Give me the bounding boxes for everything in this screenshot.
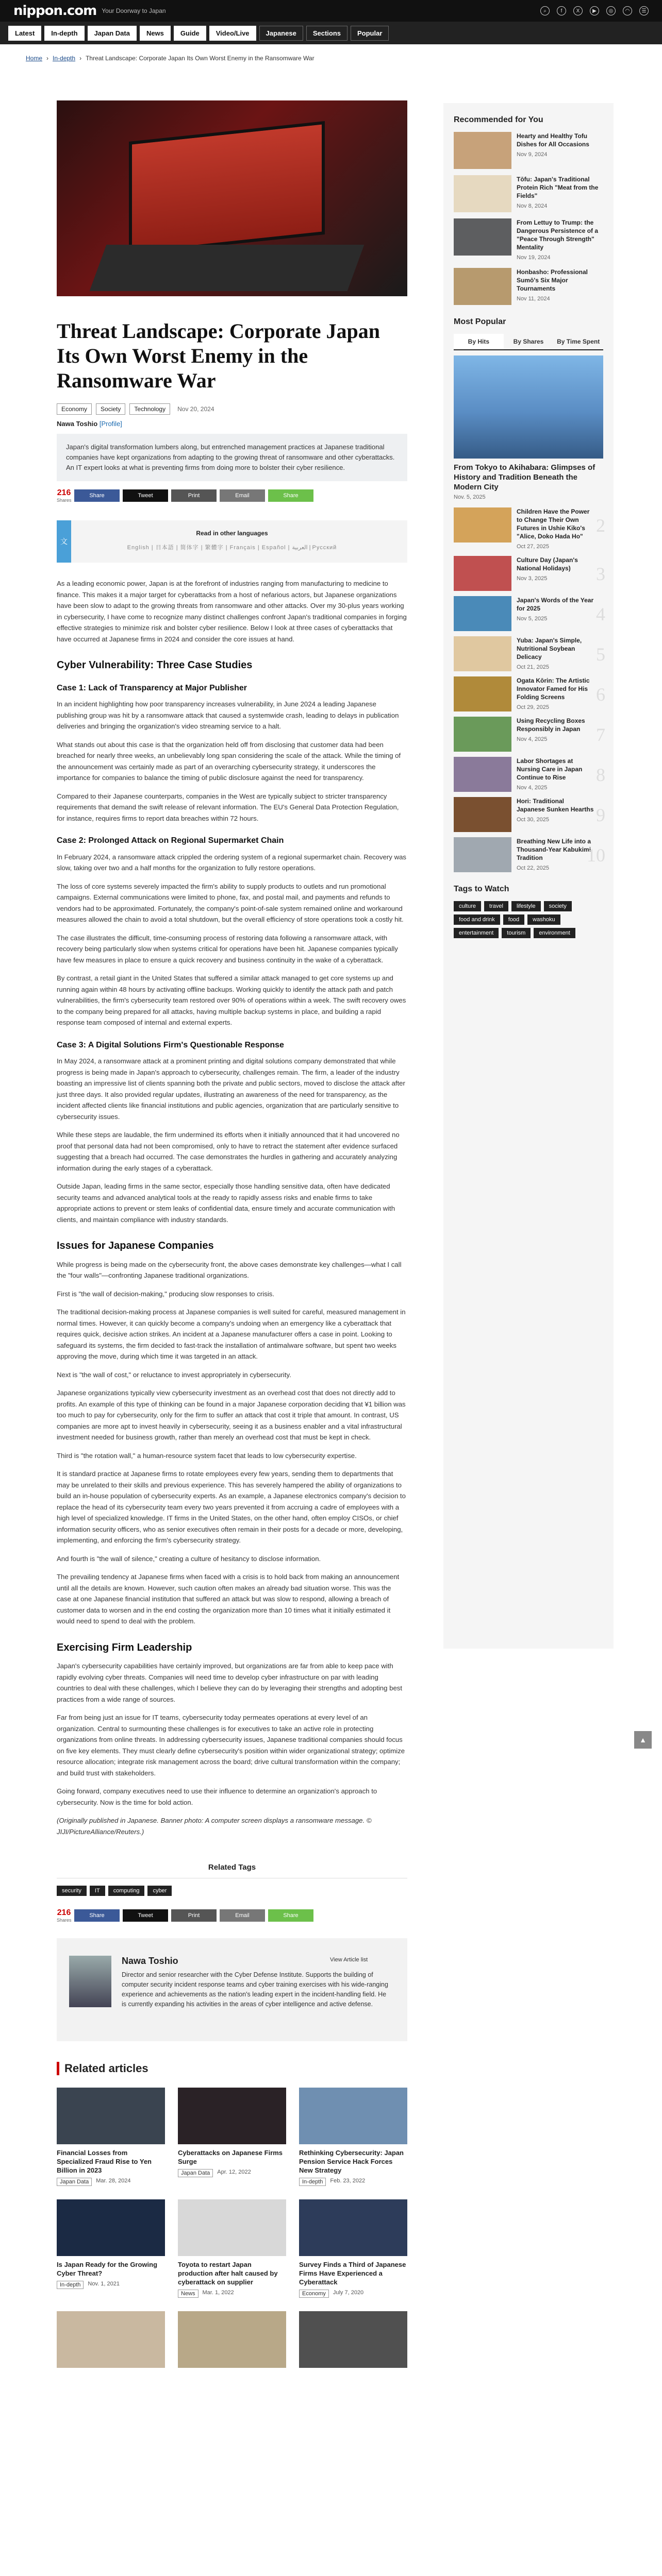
watch-tag[interactable]: culture bbox=[454, 901, 481, 911]
paragraph: Compared to their Japanese counterparts, companies in the West are typically subject to stricter transparency requirements that demand the swift release of relevant information. The EU's General Data Protection Regulation, for instance, requires firms to report data breaches within 72 hours. bbox=[57, 792, 399, 822]
hero-keyboard-shape bbox=[90, 245, 365, 291]
nav-in-depth[interactable]: In-depth bbox=[44, 26, 84, 41]
main-nav bbox=[0, 22, 662, 44]
paragraph: Next is "the wall of cost," or reluctance to invest appropriately in cybersecurity. bbox=[57, 1370, 291, 1379]
related-article-title[interactable]: Toyota to restart Japan production after halt caused by cyberattack on supplier bbox=[178, 2261, 278, 2286]
site-tagline: Your Doorway to Japan bbox=[102, 7, 166, 14]
paragraph: Third is "the rotation wall," a human-resource system facet that leads to low cybersecurity expertise. bbox=[57, 1451, 357, 1460]
popular-rank: 8 bbox=[596, 765, 605, 785]
paragraph: In an incident highlighting how poor transparency increases vulnerability, in June 2024 a leading Japanese publishing group was hit by a ransomware attack that caused a systemwide crash, leading to delays in publication deliveries and bringing the organization's video streaming service to a halt. bbox=[57, 700, 399, 730]
tweet-button[interactable]: Tweet bbox=[123, 489, 168, 502]
popular-top-image[interactable] bbox=[454, 355, 603, 459]
popular-thumbnail[interactable] bbox=[454, 717, 511, 752]
recommended-date: Nov 9, 2024 bbox=[517, 151, 548, 158]
related-article-date: Mar. 1, 2022 bbox=[202, 2290, 234, 2296]
popular-item[interactable] bbox=[443, 797, 614, 832]
related-tags-list bbox=[57, 1886, 407, 1896]
line-share-button[interactable]: Share bbox=[268, 1909, 313, 1922]
paragraph: While progress is being made on the cybersecurity front, the above cases demonstrate key challenges—what I call the "four walls"—confronting Japanese traditional organizations. bbox=[57, 1260, 402, 1279]
youtube-icon[interactable]: ▶ bbox=[590, 6, 599, 15]
related-article-category[interactable]: Japan Data bbox=[178, 2169, 213, 2177]
recommended-thumbnail[interactable] bbox=[454, 175, 511, 212]
related-article-image[interactable] bbox=[178, 2311, 286, 2368]
popular-rank: 2 bbox=[596, 515, 605, 536]
popular-title[interactable]: Labor Shortages at Nursing Care in Japan Continue to Rise Nov 4, 2025 bbox=[517, 757, 594, 792]
author-name[interactable]: Nawa Toshio bbox=[57, 420, 98, 428]
popular-title[interactable]: Using Recycling Boxes Responsibly in Japan Nov 4, 2025 bbox=[517, 717, 594, 752]
recommended-item[interactable] bbox=[443, 218, 614, 262]
author-box bbox=[57, 1938, 407, 2041]
popular-thumbnail[interactable] bbox=[454, 507, 511, 543]
popular-title[interactable]: Yuba: Japan's Simple, Nutritional Soybean Delicacy Oct 21, 2025 bbox=[517, 636, 594, 671]
share-bar bbox=[57, 488, 407, 503]
popular-item[interactable] bbox=[443, 507, 614, 551]
popular-thumbnail[interactable] bbox=[454, 757, 511, 792]
recommended-date: Nov 11, 2024 bbox=[517, 296, 550, 302]
paragraph: While these steps are laudable, the firm undermined its efforts when it initially announced that it had uncovered no proof that personal data had not been compromised, only to have to retract the statement after evidence surfaced suggesting that a breach had occurred. The case demonstrates the hurdles in gathering and accurately analyzing information during the early stages of a cyberattack. bbox=[57, 1131, 400, 1172]
related-tags bbox=[57, 1863, 407, 1896]
related-article-title[interactable]: Rethinking Cybersecurity: Japan Pension Service Hack Forces New Strategy bbox=[299, 2149, 404, 2174]
tag-economy[interactable]: Economy bbox=[57, 403, 92, 415]
nav-popular[interactable]: Popular bbox=[351, 26, 389, 41]
tweet-button[interactable]: Tweet bbox=[123, 1909, 168, 1922]
related-article-meta bbox=[299, 2178, 407, 2186]
related-tag[interactable]: cyber bbox=[147, 1886, 172, 1896]
share-bar-bottom bbox=[57, 1908, 407, 1923]
related-tag[interactable]: IT bbox=[90, 1886, 105, 1896]
paragraph: Going forward, company executives need to use their influence to determine an organization's approach to cybersecurity. Now is the time for bold action. bbox=[57, 1787, 377, 1806]
related-article-title[interactable]: Is Japan Ready for the Growing Cyber Threat? bbox=[57, 2261, 158, 2277]
print-button[interactable]: Print bbox=[171, 1909, 217, 1922]
recommended-title: Recommended for You bbox=[454, 115, 543, 124]
nav-guide[interactable]: Guide bbox=[174, 26, 206, 41]
paragraph: And fourth is "the wall of silence," creating a culture of hesitancy to disclose information. bbox=[57, 1554, 321, 1563]
related-article-meta bbox=[178, 2169, 286, 2177]
recommended-date: Nov 8, 2024 bbox=[517, 203, 548, 209]
paragraph: Far from being just an issue for IT teams, cybersecurity today permeates operations at every level of an organization. Central to surmounting these challenges is for executives to take an active role in protecting organizations from online threats. In addressing cybersecurity issues, Japanese traditional companies should focus on five key elements. They must clearly define cybersecurity's position within wider organizational strategy; optimize resource allocation; integrate risk management across the board; drive cultural transformation within the company; and build trust with stakeholders. bbox=[57, 1714, 405, 1777]
x-icon[interactable]: X bbox=[573, 6, 583, 15]
related-article-card[interactable] bbox=[178, 2311, 286, 2368]
popular-title: Most Popular bbox=[454, 317, 506, 326]
languages-list[interactable]: English | 日本語 | 简体字 | 繁體字 | Français | Español | العربية | Русский bbox=[127, 545, 337, 551]
facebook-share-button[interactable]: Share bbox=[74, 1909, 120, 1922]
popular-rank: 9 bbox=[596, 805, 605, 825]
popular-thumbnail[interactable] bbox=[454, 797, 511, 832]
nav-japanese[interactable]: Japanese bbox=[259, 26, 303, 41]
recommended-title[interactable]: From Lettuy to Trump: the Dangerous Persistence of a "Peace Through Strength" Mentality Nov 19, 2024 bbox=[517, 218, 603, 262]
view-article-list-link[interactable]: View Article list bbox=[330, 1957, 368, 1963]
hero-screen-shape bbox=[129, 121, 325, 255]
article-summary: Japan's digital transformation lumbers along, but entrenched management practices at Japanese traditional companies have kept organizations from adapting to the growing threat of ransomware and other cyberattacks. An IT expert looks at what is preventing firms from doing more to bolster their cyber resilience. bbox=[57, 434, 407, 481]
related-article-meta bbox=[57, 2178, 165, 2186]
section-heading: Exercising Firm Leadership bbox=[57, 1641, 192, 1653]
popular-thumbnail[interactable] bbox=[454, 596, 511, 631]
popular-item[interactable] bbox=[443, 837, 614, 872]
tab-by-hits[interactable]: By Hits bbox=[454, 334, 504, 349]
related-article-image[interactable] bbox=[57, 2088, 165, 2144]
line-share-button[interactable]: Share bbox=[268, 489, 313, 502]
breadcrumb-home[interactable]: Home bbox=[26, 55, 43, 62]
popular-date: Oct 29, 2025 bbox=[517, 704, 549, 710]
paragraph: In February 2024, a ransomware attack crippled the ordering system of a regional supermarket chain. Recovery was slow, taking over two and a half months for the organization to fully restore operations. bbox=[57, 853, 407, 872]
recommended-date: Nov 19, 2024 bbox=[517, 255, 551, 261]
recommended-thumbnail[interactable] bbox=[454, 218, 511, 256]
popular-thumbnail[interactable] bbox=[454, 837, 511, 872]
related-articles bbox=[57, 2062, 407, 2368]
popular-title[interactable]: Japan's Words of the Year for 2025 Nov 5, 2025 bbox=[517, 597, 594, 622]
popular-item[interactable] bbox=[443, 636, 614, 671]
related-article-title[interactable]: Financial Losses from Specialized Fraud Rise to Yen Billion in 2023 bbox=[57, 2149, 152, 2174]
tag-society[interactable]: Society bbox=[96, 403, 125, 415]
paragraph: Japan's cybersecurity capabilities have certainly improved, but organizations are far from able to keep pace with rapidly evolving cyber threats. Companies will need time to develop cyber infrastructure on par with leading countries to deal with these challenges, which I believe they can do by leveraging their strengths and adopting best practices from a wide range of sources. bbox=[57, 1662, 403, 1703]
tab-by-shares[interactable]: By Shares bbox=[513, 338, 544, 345]
related-articles-title: Related articles bbox=[57, 2062, 407, 2075]
related-article-image[interactable] bbox=[299, 2199, 407, 2256]
nav-japan-data[interactable]: Japan Data bbox=[88, 26, 137, 41]
recommended-title[interactable]: Tōfu: Japan's Traditional Protein Rich "Meat from the Fields" Nov 8, 2024 bbox=[517, 175, 603, 212]
breadcrumb: Home › In-depth › Threat Landscape: Corporate Japan Its Own Worst Enemy in the Ransomware War bbox=[26, 55, 315, 62]
popular-item[interactable] bbox=[443, 596, 614, 631]
author-line bbox=[57, 420, 407, 428]
paragraph: Outside Japan, leading firms in the same sector, especially those handling sensitive data, often have dedicated security teams and advanced analytical tools at the ready to rapidly assess risks and enable firms to take appropriate actions to prevent or stem leaks of confidential data, ensure timely and accurate communication with clients, and maintain compliance with industry standards. bbox=[57, 1182, 395, 1224]
related-article-card[interactable] bbox=[299, 2199, 407, 2298]
related-article-title[interactable]: Cyberattacks on Japanese Firms Surge bbox=[178, 2149, 283, 2165]
related-article-image[interactable] bbox=[299, 2311, 407, 2368]
paragraph: The traditional decision-making process at Japanese companies is well suited for careful, measured management in normal times. However, it can quickly become a company's undoing when an emergency like a cyberattack that requires quick, decisive action strikes. An incident at a Japanese manufacturer offers a case in point. Looking to safeguard its systems, the firm decided to fast-track the installation of antimalware software, but spent two weeks approving the move, during which time it was targeted in an attack. bbox=[57, 1308, 406, 1360]
related-article-date: Apr. 12, 2022 bbox=[217, 2169, 251, 2175]
related-article-meta bbox=[57, 2281, 165, 2289]
popular-top-date: Nov. 5, 2025 bbox=[454, 494, 486, 500]
nav-latest[interactable]: Latest bbox=[8, 26, 41, 41]
popular-rank: 6 bbox=[596, 684, 605, 705]
popular-rank: 4 bbox=[596, 604, 605, 624]
recommended-item[interactable] bbox=[443, 132, 614, 169]
popular-item[interactable] bbox=[443, 556, 614, 591]
watch-tag[interactable]: food bbox=[503, 914, 524, 925]
nav-news[interactable]: News bbox=[140, 26, 171, 41]
section-heading: Cyber Vulnerability: Three Case Studies bbox=[57, 659, 253, 671]
paragraph: The loss of core systems severely impacted the firm's ability to supply products to outlets and run promotional campaigns. External communications were limited to phone, fax, and postal mail, and payments and refunds to vendors had to be approximated. Fortunately, the company's point-of-sale system remained online and workaround measures allowed the chain to avoid a total shutdown, but the overall efficiency of store operations took a costly hit. bbox=[57, 882, 404, 923]
popular-title[interactable]: Hori: Traditional Japanese Sunken Hearths Oct 30, 2025 bbox=[517, 798, 594, 823]
recommended-thumbnail[interactable] bbox=[454, 132, 511, 169]
related-article-card[interactable] bbox=[299, 2311, 407, 2368]
related-article-card[interactable] bbox=[57, 2311, 165, 2368]
paragraph: What stands out about this case is that the organization held off from disclosing that customer data had been breached for nearly three weeks, an unbelievably long span considering the scale of the attack. While the timing of the announcement was certainly made as part of an overarching cybersecurity strategy, it underscores the importance for companies to balance the timing of public disclosure against the need for transparency. bbox=[57, 740, 401, 782]
popular-rank: 5 bbox=[596, 644, 605, 665]
popular-title[interactable]: Breathing New Life into a Thousand-Year Kabukimi Tradition Oct 22, 2025 bbox=[517, 837, 594, 872]
author-bio: Director and senior researcher with the Cyber Defense Institute. Supports the building of computer security incident response teams and cyber training exercises with his wide-ranging experience and achievements as the nation's leading expert in the incident-handling field. He is currently expanding his activities in the areas of cyber intelligence and active defense. bbox=[122, 1971, 388, 2008]
related-article-title[interactable]: Survey Finds a Third of Japanese Firms Have Experienced a Cyberattack bbox=[299, 2261, 406, 2286]
related-article-card[interactable] bbox=[57, 2088, 165, 2186]
breadcrumb-current: Threat Landscape: Corporate Japan Its Own Worst Enemy in the Ransomware War bbox=[86, 55, 315, 62]
article-date: Nov 20, 2024 bbox=[177, 405, 214, 413]
related-article-image[interactable] bbox=[178, 2088, 286, 2144]
related-article-date: July 7, 2020 bbox=[333, 2290, 364, 2296]
watch-tag[interactable]: travel bbox=[484, 901, 508, 911]
page-title: Threat Landscape: Corporate Japan Its Own Worst Enemy in the Ransomware War bbox=[57, 319, 380, 392]
author-box-name[interactable]: Nawa Toshio bbox=[122, 1956, 178, 1966]
subsection-heading: Case 2: Prolonged Attack on Regional Supermarket Chain bbox=[57, 836, 284, 845]
article-tags bbox=[57, 403, 407, 415]
recommended-list bbox=[443, 132, 614, 305]
related-article-date: Nov. 1, 2021 bbox=[88, 2281, 120, 2287]
tag-technology[interactable]: Technology bbox=[129, 403, 170, 415]
tags-to-watch bbox=[443, 901, 614, 938]
section-heading: Issues for Japanese Companies bbox=[57, 1240, 214, 1251]
recommended-title[interactable]: Honbasho: Professional Sumō's Six Major Tournaments Nov 11, 2024 bbox=[517, 268, 603, 305]
popular-item[interactable] bbox=[443, 676, 614, 711]
author-photo bbox=[69, 1956, 111, 2007]
popular-rank: 10 bbox=[587, 845, 605, 866]
related-article-category[interactable]: Economy bbox=[299, 2290, 329, 2298]
popular-top-title[interactable]: From Tokyo to Akihabara: Glimpses of History and Tradition Beneath the Modern City bbox=[454, 463, 595, 492]
popular-rank: 3 bbox=[596, 564, 605, 584]
popular-thumbnail[interactable] bbox=[454, 676, 511, 711]
language-icon: 文 bbox=[57, 520, 71, 563]
related-tag[interactable]: security bbox=[57, 1886, 87, 1896]
popular-date: Oct 22, 2025 bbox=[517, 865, 549, 871]
popular-date: Nov 4, 2025 bbox=[517, 736, 548, 742]
site-logo[interactable]: nippon.com bbox=[13, 3, 97, 19]
watch-tag[interactable]: entertainment bbox=[454, 928, 499, 938]
related-article-date: Mar. 28, 2024 bbox=[96, 2178, 131, 2184]
related-article-card[interactable] bbox=[299, 2088, 407, 2186]
related-article-meta bbox=[299, 2290, 407, 2298]
related-article-date: Feb. 23, 2022 bbox=[330, 2178, 366, 2184]
popular-date: Nov 3, 2025 bbox=[517, 575, 548, 582]
paragraph: The case illustrates the difficult, time-consuming process of restoring data following a ransomware attack, with recovery being particularly slow when systems critical for operations have been hit. Japanese companies typically have few measures in place to ensure a quick recovery and business continuity in the wake of a cyberattack. bbox=[57, 934, 398, 964]
paragraph: It is standard practice at Japanese firms to rotate employees every few years, sending them to departments that may be unrelated to their skills and previous experience. This has severely hampered the ability of organizations to build an in-house population of cybersecurity experts. As an example, a Japanese electronics company's decision to replace the head of its cybersecurity team every two years prevented it from accruing a cadre of employees with a high level of specialized knowledge. IT firms in the United States, on the other hand, often employ CISOs, or chief information security officers, who as senior executives often remain in their posts for a decade or more, developing, implementing, and enforcing the firm's cybersecurity strategy. bbox=[57, 1470, 406, 1544]
related-article-image[interactable] bbox=[57, 2199, 165, 2256]
language-icon[interactable]: ☰ bbox=[639, 6, 649, 15]
paragraph: By contrast, a retail giant in the United States that suffered a similar attack managed to get core systems up and running again within 48 hours by activating offline backups. Working quickly to identify the attack path and patch vulnerabilities, the firm's cybersecurity team restored over 90% of operations within a week. The swift recovery owes to the company being prepared for all attacks, having multiple backup systems in place, and building a rapid response team composed of internal and external experts. bbox=[57, 974, 406, 1026]
print-button[interactable]: Print bbox=[171, 489, 217, 502]
popular-list bbox=[443, 507, 614, 872]
popular-date: Nov 4, 2025 bbox=[517, 785, 548, 791]
paragraph: Japanese organizations typically view cybersecurity investment as an overhead cost that does not directly add to profits. An example of this type of thinking can be found in a major Japanese corporation deciding that ¥1 billion was too much to pay for cybersecurity, only for the firm to suffer an attack that cost it triple that amount. In contrast, US companies are more apt to invest heavily in cybersecurity, seeing it as a business enabler and a vital infrastructural investment needed for business growth, rather than merely an overhead cost that must be kept in check. bbox=[57, 1389, 406, 1441]
hero-image bbox=[57, 100, 407, 296]
search-icon[interactable]: ⌕ bbox=[540, 6, 550, 15]
paragraph: The prevailing tendency at Japanese firms when faced with a crisis is to hold back from making an announcement until all the details are known. However, such caution often makes an already bad situation worse. This was the case at one Japanese financial institution that suffered an attack but was slow to respond, allowing a breach of customer data to worsen and in the end costing the organization more than 10 times what it initially estimated it would need to spend to deal with the problem. bbox=[57, 1573, 400, 1625]
watch-tag[interactable]: environment bbox=[534, 928, 575, 938]
nav-sections[interactable]: Sections bbox=[306, 26, 347, 41]
photo-credit: (Originally published in Japanese. Banner photo: A computer screen displays a ransomware message. © JIJI/PictureAlliance/Reuters.) bbox=[57, 1817, 372, 1836]
popular-item[interactable] bbox=[443, 717, 614, 752]
related-tags-title: Related Tags bbox=[57, 1863, 407, 1878]
related-article-image[interactable] bbox=[178, 2199, 286, 2256]
popular-rank: 7 bbox=[596, 724, 605, 745]
related-article-category[interactable]: In-depth bbox=[299, 2178, 326, 2186]
sidebar bbox=[443, 103, 614, 1649]
facebook-icon[interactable]: f bbox=[557, 6, 566, 15]
subsection-heading: Case 1: Lack of Transparency at Major Publisher bbox=[57, 683, 247, 692]
breadcrumb-in-depth[interactable]: In-depth bbox=[53, 55, 76, 62]
header-icons bbox=[540, 6, 649, 15]
instagram-icon[interactable]: ◎ bbox=[606, 6, 616, 15]
watch-tag[interactable]: lifestyle bbox=[511, 901, 541, 911]
related-article-image[interactable] bbox=[57, 2311, 165, 2368]
article-body bbox=[57, 578, 407, 1837]
recommended-thumbnail[interactable] bbox=[454, 268, 511, 305]
article-main bbox=[57, 100, 407, 2368]
related-articles-grid bbox=[57, 2088, 407, 2368]
popular-thumbnail[interactable] bbox=[454, 636, 511, 671]
email-button[interactable]: Email bbox=[220, 489, 265, 502]
popular-date: Oct 30, 2025 bbox=[517, 817, 549, 823]
tags-to-watch-title: Tags to Watch bbox=[454, 885, 509, 893]
watch-tag[interactable]: tourism bbox=[502, 928, 531, 938]
facebook-share-button[interactable]: Share bbox=[74, 489, 120, 502]
popular-date: Nov 5, 2025 bbox=[517, 616, 548, 622]
related-article-card[interactable] bbox=[57, 2199, 165, 2298]
related-article-category[interactable]: Japan Data bbox=[57, 2178, 92, 2186]
related-article-category[interactable]: News bbox=[178, 2290, 198, 2298]
paragraph: As a leading economic power, Japan is at the forefront of industries ranging from manufacturing to medicine to finance. This makes it a major target for cyberattacks from a host of nefarious actors, but Japanese organizations have been slow to adapt to the growing threats from ransomware and other attacks. Over my 30-plus years working in cybersecurity, I have come to recognize many distinct challenges confront Japan's traditional companies in forging effective strategies to minimize risk and bolster cyber resilience. Below I look at three cases of cyberattacks that have occurred at Japanese firms in 2024 and consider the core issues at hand. bbox=[57, 580, 407, 643]
related-article-card[interactable] bbox=[178, 2088, 286, 2186]
paragraph: First is "the wall of decision-making," producing slow responses to crisis. bbox=[57, 1290, 274, 1298]
other-languages bbox=[57, 520, 407, 563]
tab-by-time-spent[interactable]: By Time Spent bbox=[557, 338, 600, 345]
popular-title[interactable]: Children Have the Power to Change Their Own Futures in Ushie Kiko's "Alice, Doko Hada Ho" Oct 27, 2025 bbox=[517, 507, 594, 551]
paragraph: In May 2024, a ransomware attack at a prominent printing and digital solutions company demonstrated that while progress is being made in Japan's approach to cybersecurity, challenges remain. The firm, a leader of the industry boasting an impressive list of clients spanning both the private and public sectors, moved to disclose the attack after just three days. It also provided regular updates, illustrating an awareness of the need for transparency, as the incident affected clients like financial institutions and public agencies, organization that are particularly sensitive to cybersecurity issues. bbox=[57, 1057, 405, 1121]
back-to-top-button[interactable]: ▲ bbox=[634, 1731, 652, 1749]
popular-thumbnail[interactable] bbox=[454, 556, 511, 591]
recommended-title[interactable]: Hearty and Healthy Tofu Dishes for All Occasions Nov 9, 2024 bbox=[517, 132, 603, 169]
popular-title[interactable]: Ogata Kōrin: The Artistic Innovator Famed for His Folding Screens Oct 29, 2025 bbox=[517, 676, 594, 711]
watch-tag[interactable]: washoku bbox=[527, 914, 560, 925]
related-tag[interactable]: computing bbox=[108, 1886, 145, 1896]
popular-date: Oct 27, 2025 bbox=[517, 544, 549, 550]
popular-item[interactable] bbox=[443, 757, 614, 792]
related-article-meta bbox=[178, 2290, 286, 2298]
popular-title[interactable]: Culture Day (Japan's National Holidays) Nov 3, 2025 bbox=[517, 556, 594, 591]
subsection-heading: Case 3: A Digital Solutions Firm's Questionable Response bbox=[57, 1040, 284, 1049]
watch-tag[interactable]: food and drink bbox=[454, 914, 500, 925]
nav-video-live[interactable]: Video/Live bbox=[209, 26, 256, 41]
related-article-category[interactable]: In-depth bbox=[57, 2281, 84, 2289]
share-count: 216 Shares bbox=[57, 488, 72, 503]
popular-tabs bbox=[454, 334, 603, 350]
watch-tag[interactable]: society bbox=[544, 901, 572, 911]
author-profile-link[interactable]: [Profile] bbox=[99, 420, 122, 428]
email-button[interactable]: Email bbox=[220, 1909, 265, 1922]
languages-title: Read in other languages bbox=[196, 530, 268, 537]
popular-date: Oct 21, 2025 bbox=[517, 664, 549, 670]
rss-icon[interactable]: ◠ bbox=[623, 6, 632, 15]
recommended-item[interactable] bbox=[443, 268, 614, 305]
related-article-image[interactable] bbox=[299, 2088, 407, 2144]
recommended-item[interactable] bbox=[443, 175, 614, 212]
share-count: 216 Shares bbox=[57, 1908, 72, 1923]
top-bar bbox=[0, 0, 662, 22]
related-article-card[interactable] bbox=[178, 2199, 286, 2298]
